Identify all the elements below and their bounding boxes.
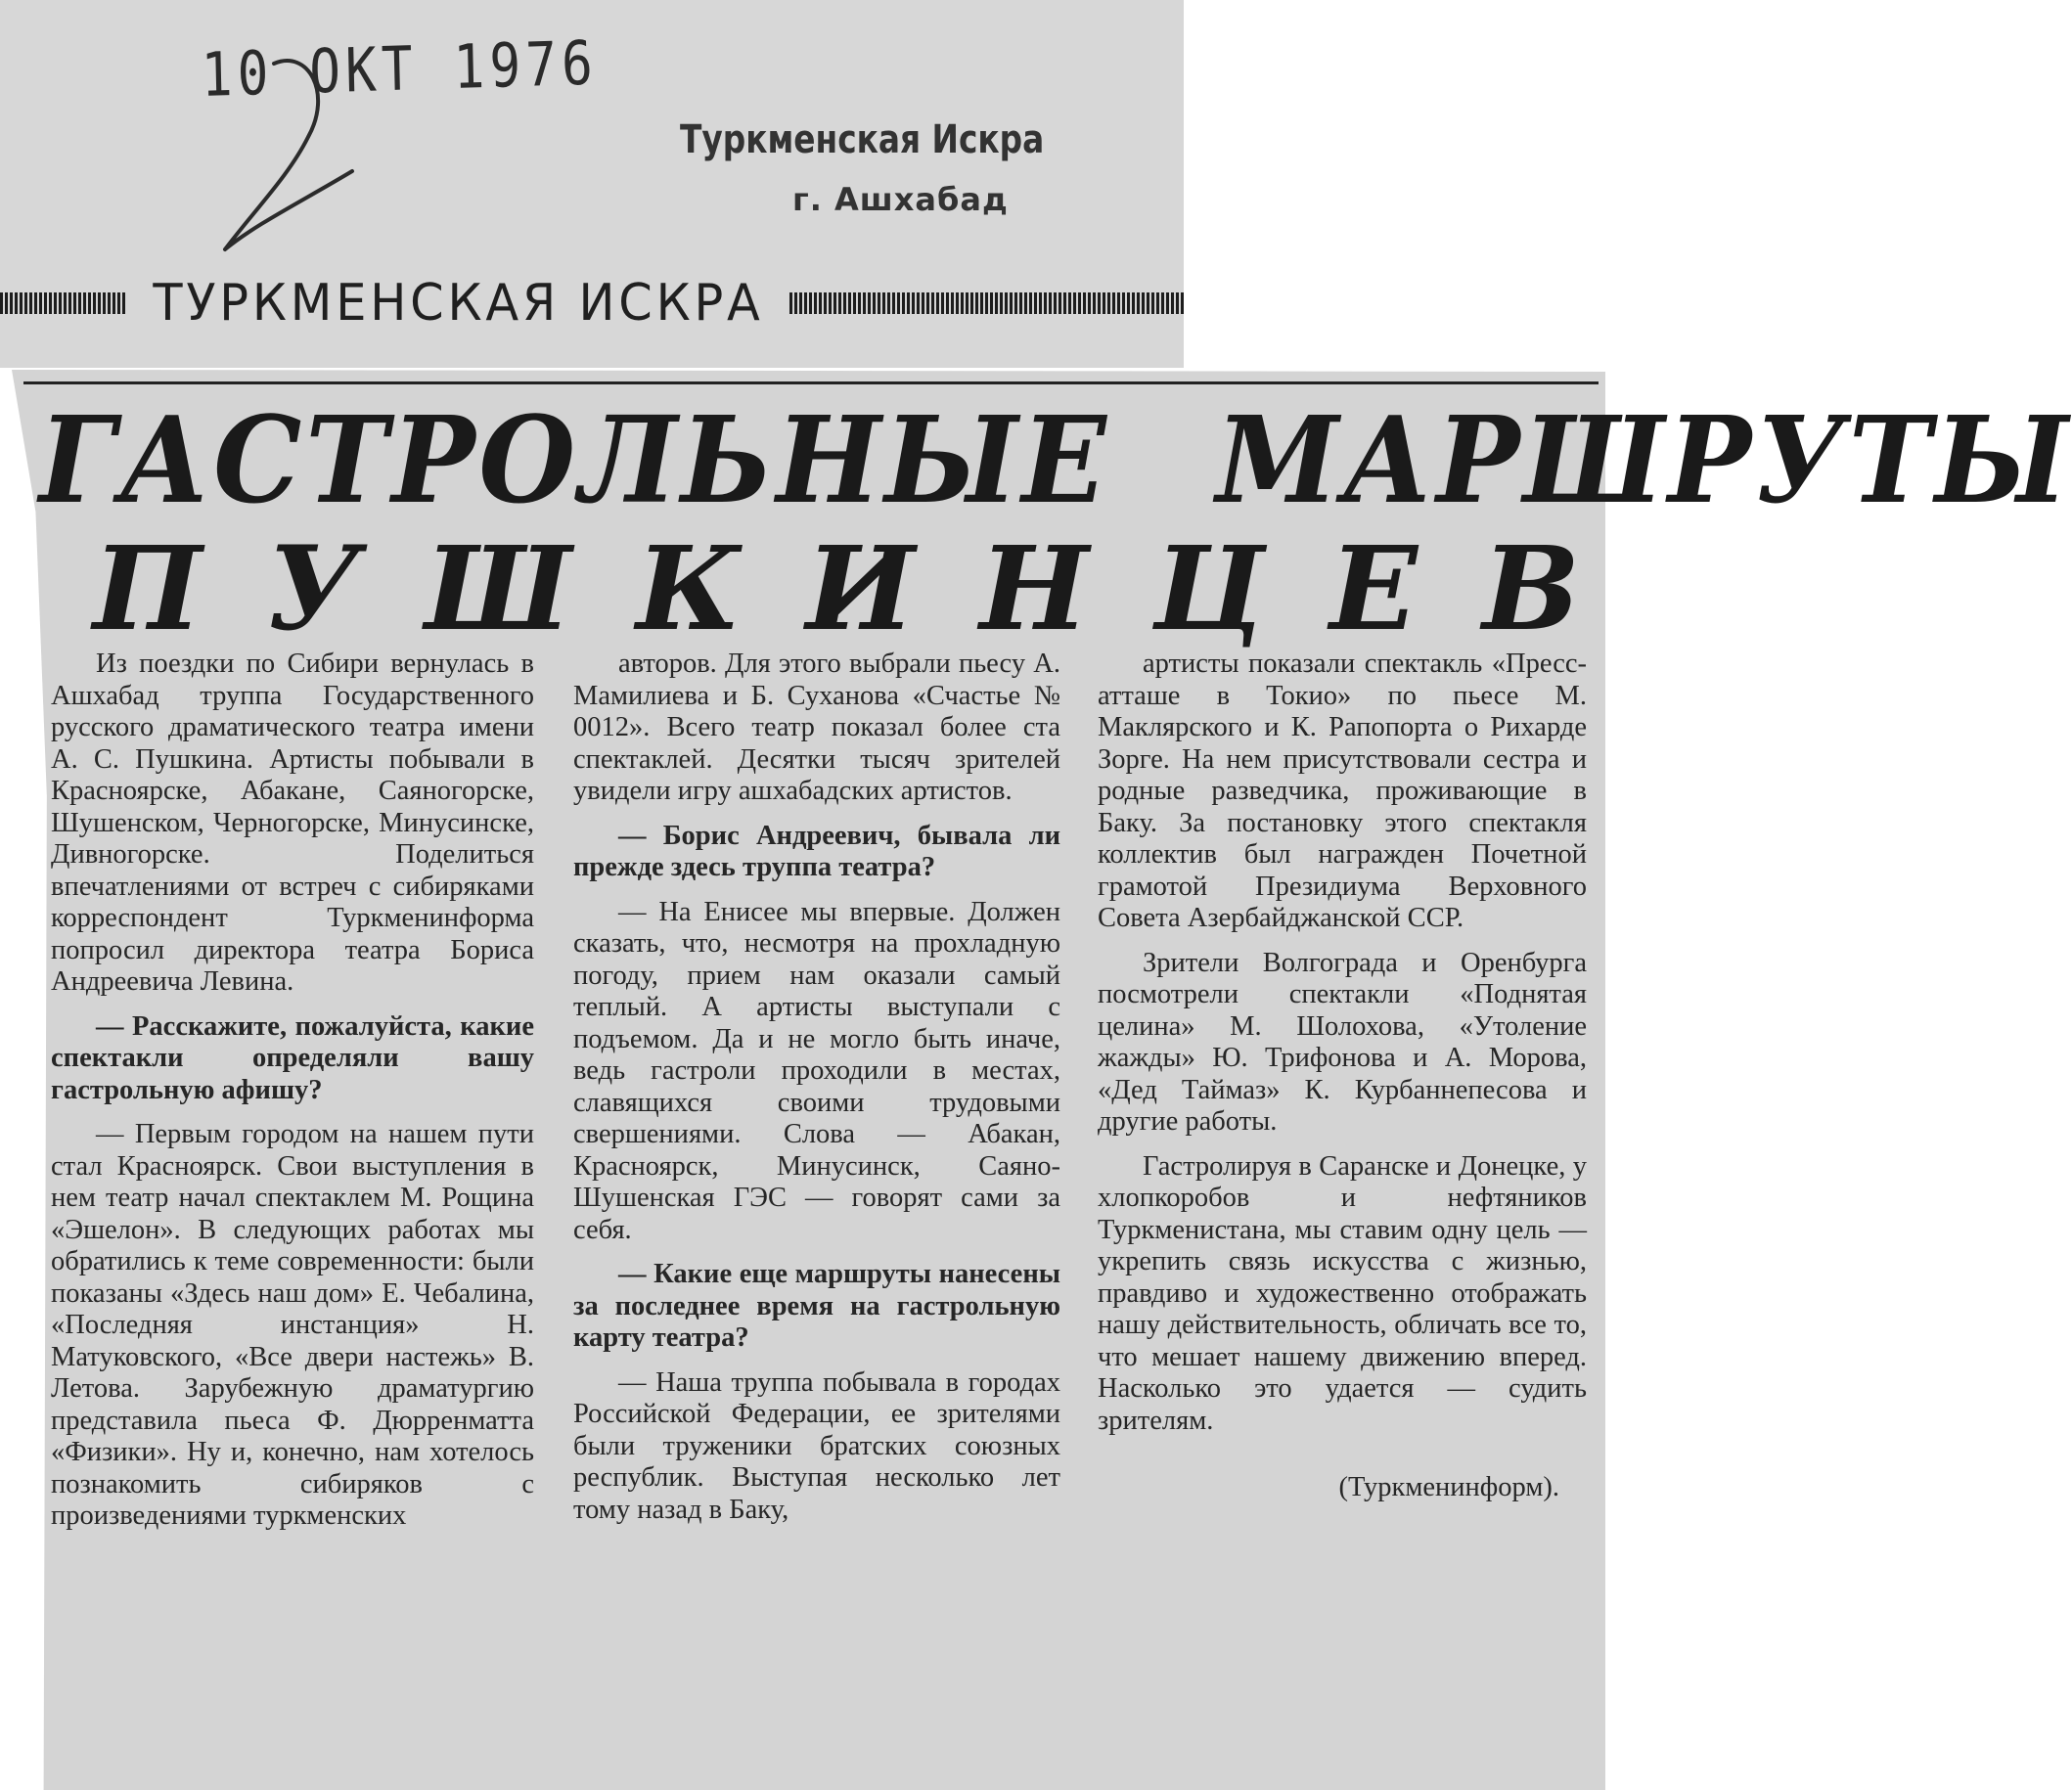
article-paragraph: — На Енисее мы впервые. Должен сказать, что, несмотря на прохладную погоду, прием нам оказали самый теплый. А артисты выступали с подъемом. Да и не могло быть иначе, ведь гастроли проходили в местах, славящихся своими трудовыми свершениями. Слова — Абакан, Красноярск, Минусинск, Саяно-Шушенская ГЭС — говорят сами за себя.: [573, 896, 1060, 1245]
article-column-1: [51, 649, 534, 1545]
interview-question: — Борис Андреевич, бывала ли прежде здесь труппа театра?: [573, 820, 1060, 882]
article-top-rule: [23, 381, 1599, 384]
article-paragraph: — Наша труппа побывала в городах Российской Федерации, ее зрителями были труженики братских союзных республик. Выступая несколько лет тому назад в Баку,: [573, 1366, 1060, 1525]
headline-letter: К: [636, 520, 742, 656]
headline-letter: Ц: [1153, 520, 1266, 656]
headline-letter: П: [93, 520, 203, 656]
publication-stamp-city: г. Ашхабад: [792, 181, 1009, 218]
clipping-header-slip: [0, 0, 1184, 368]
headline-letter: Ш: [425, 520, 572, 656]
headline-subline: [93, 520, 1580, 656]
masthead-left-rule: [0, 292, 127, 314]
headline-letter: У: [266, 520, 361, 656]
masthead-right-rule: [789, 292, 1184, 314]
headline-letter: И: [805, 520, 916, 656]
article-paragraph: Зрители Волгограда и Оренбурга посмотрели спектакли «Поднятая целина» М. Шолохова, «Утоление жажды» Ю. Трифонова и А. Морова, «Дед Таймаз» К. Курбаннепесова и другие работы.: [1098, 947, 1587, 1137]
article-column-3: [1098, 649, 1587, 1517]
article-paragraph: — Первым городом на нашем пути стал Красноярск. Свои выступления в нем театр начал спектаклем М. Рощина «Эшелон». В следующих работах мы обратились к теме современности: были показаны «Здесь наш дом» Е. Чебалина, «Последняя инстанция» Н. Матуковского, «Все двери настежь» В. Летова. Зарубежную драматургию представила пьеса Ф. Дюрренматта «Физики». Ну и, конечно, нам хотелось познакомить сибиряков с произведениями туркменских: [51, 1119, 534, 1531]
article-column-2: [573, 649, 1060, 1539]
headline-letter: Е: [1329, 520, 1419, 656]
headline: ГАСТРОЛЬНЫЕ МАРШРУТЫ: [39, 389, 2072, 530]
article-paragraph: Из поездки по Сибири вернулась в Ашхабад труппа Государственного русского драматического театра имени А. С. Пушкина. Артисты побывали в Красноярске, Абакане, Саяногорске, Шушенском, Черногорске, Минусинске, Дивногорске. Поделиться впечатлениями от встреч с сибиряками корреспондент Туркменинформа попросил директора театра Бориса Андреевича Левина.: [51, 649, 534, 997]
date-stamp: 10 ОКТ 1976: [201, 26, 599, 111]
headline-letter: Н: [979, 520, 1089, 656]
interview-question: — Какие еще маршруты нанесены за последнее время на гастрольную карту театра?: [573, 1259, 1060, 1353]
newspaper-title: ТУРКМЕНСКАЯ ИСКРА: [153, 274, 764, 333]
newspaper-masthead: [0, 274, 1184, 333]
handwritten-mark: [215, 54, 362, 259]
interview-question: — Расскажите, пожалуйста, какие спектакли определяли вашу гастрольную афишу?: [51, 1010, 534, 1105]
article-paragraph: авторов. Для этого выбрали пьесу А. Мамилиева и Б. Суханова «Счастье № 0012». Всего театр показал более ста спектаклей. Десятки тысяч зрителей увидели игру ашхабадских артистов.: [573, 649, 1060, 806]
publication-stamp-name: Туркменская Искра: [680, 117, 1045, 162]
article-paragraph: артисты показали спектакль «Пресс-атташе в Токио» по пьесе М. Маклярского и К. Рапопорта о Рихарде Зорге. На нем присутствовали сестра и родные разведчика, проживающие в Баку. За постановку этого спектакля коллектив был награжден Почетной грамотой Президиума Верховного Совета Азербайджанской ССР.: [1098, 649, 1587, 933]
headline-letter: В: [1482, 520, 1580, 656]
article-source: (Туркменинформ).: [1338, 1472, 1559, 1502]
article-paragraph: Гастролируя в Саранске и Донецке, у хлопкоробов и нефтяников Туркменистана, мы ставим одну цель — укрепить связь искусства с жизнью, правдиво и художественно отображать нашу действительность, обличать все то, что мешает нашему движению вперед. Насколько это удается — судить зрителям.: [1098, 1150, 1587, 1436]
